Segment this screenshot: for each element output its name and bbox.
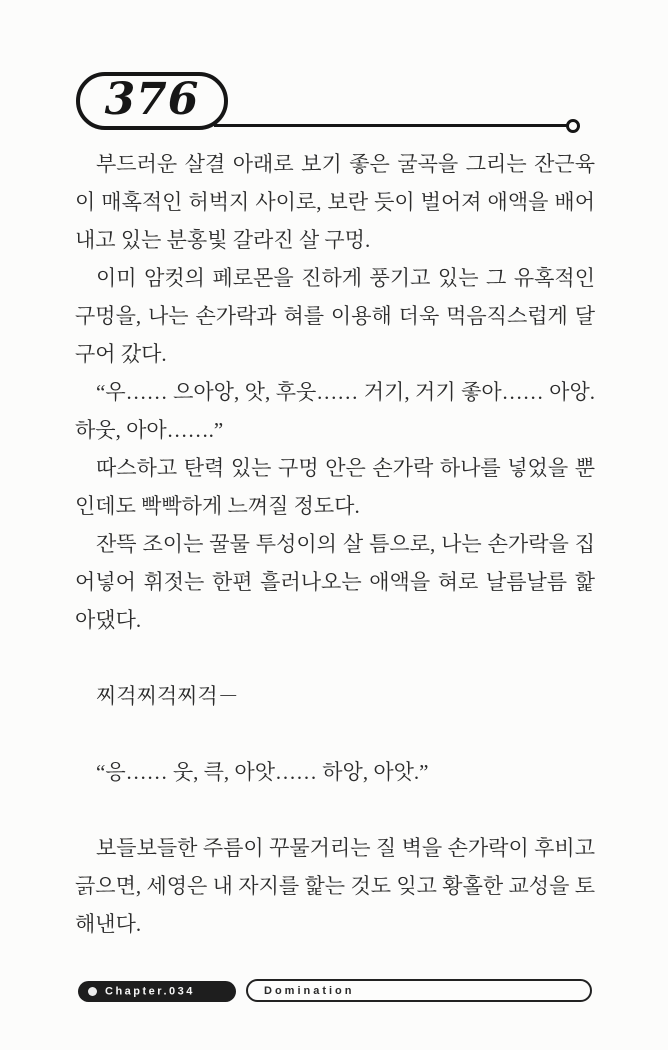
paragraph: 이미 암컷의 페로몬을 진하게 풍기고 있는 그 유혹적인 구멍을, 나는 손가락과 혀를 이용해 더욱 먹음직스럽게 달구어 갔다.	[75, 266, 595, 366]
paragraph: 부드러운 살결 아래로 보기 좋은 굴곡을 그리는 잔근육이 매혹적인 허벅지 사이로, 보란 듯이 벌어져 애액을 배어내고 있는 분홍빛 갈라진 살 구멍.	[75, 152, 595, 252]
bullet-dot-icon	[88, 987, 97, 996]
paragraph: “우…… 으아앙, 앗, 후웃…… 거기, 거기 좋아…… 아앙. 하웃, 아아…….”	[75, 380, 595, 442]
header-rule-end-ring-icon	[566, 119, 580, 133]
paragraph: 잔뜩 조이는 꿀물 투성이의 살 틈으로, 나는 손가락을 집어넣어 휘젓는 한편 흘러나오는 애액을 혀로 날름날름 핥아댔다.	[75, 532, 595, 632]
book-title-label: Domination	[264, 984, 355, 997]
paragraph: 보들보들한 주름이 꾸물거리는 질 벽을 손가락이 후비고 긁으면, 세영은 내 자지를 핥는 것도 잊고 황홀한 교성을 토해낸다.	[75, 836, 595, 936]
paragraph: 따스하고 탄력 있는 구멍 안은 손가락 하나를 넣었을 뿐인데도 빡빡하게 느껴질 정도다.	[75, 456, 595, 518]
book-title-badge	[246, 979, 592, 1002]
body-text	[75, 145, 595, 943]
header-rule-line	[214, 124, 570, 127]
chapter-label: Chapter.034	[105, 985, 195, 997]
paragraph: “응…… 웃, 큭, 아앗…… 하앙, 아앗.”	[96, 760, 429, 784]
page-number-badge	[76, 72, 228, 130]
paragraph: 찌걱찌걱찌걱－	[96, 684, 239, 708]
page-number: 376	[104, 73, 200, 125]
chapter-badge	[78, 981, 236, 1002]
